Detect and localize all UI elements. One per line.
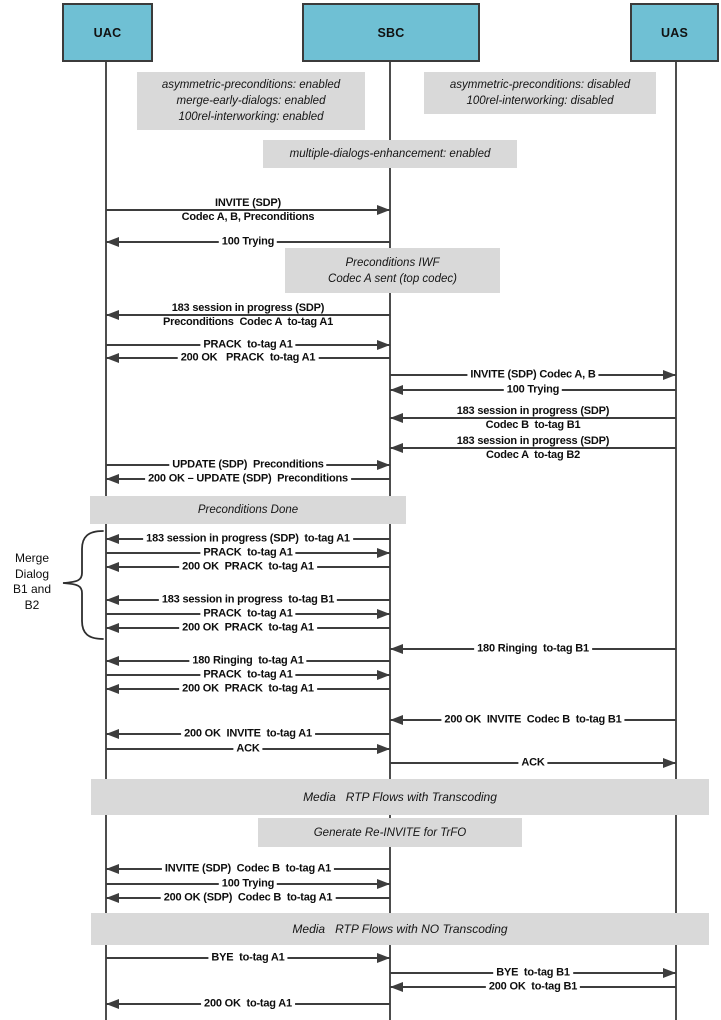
- note-line: Preconditions Done: [197, 504, 299, 516]
- message-label: [163, 301, 333, 329]
- message-label: 200 OK (SDP) Codec B to-tag A1: [161, 892, 336, 905]
- message-label: BYE to-tag B1: [493, 967, 573, 980]
- arrowhead-icon: [377, 879, 390, 889]
- annotation-line: Merge: [14, 551, 49, 565]
- message-label: ACK: [233, 743, 262, 756]
- arrowhead-icon: [663, 370, 676, 380]
- actor-label-sbc: SBC: [377, 25, 405, 40]
- message-label: 100 Trying: [219, 236, 277, 249]
- arrowhead-icon: [390, 443, 403, 453]
- band-media-transcoding: [91, 779, 709, 815]
- arrowhead-icon: [106, 656, 119, 666]
- arrowhead-icon: [106, 534, 119, 544]
- config-note-line: asymmetric-preconditions: disabled: [449, 79, 631, 91]
- message-label: BYE to-tag A1: [208, 952, 287, 965]
- message-label: 100 Trying: [504, 384, 562, 397]
- message-label: 183 session in progress to-tag B1: [159, 594, 337, 607]
- band-label: Media RTP Flows with Transcoding: [303, 790, 497, 804]
- arrowhead-icon: [377, 744, 390, 754]
- message-label: PRACK to-tag A1: [200, 339, 295, 352]
- message-label: [457, 434, 610, 462]
- arrowhead-icon: [106, 999, 119, 1009]
- arrowhead-icon: [390, 413, 403, 423]
- curly-brace-icon: [58, 529, 106, 641]
- actor-box-uas: [630, 3, 719, 62]
- annotation-line: B1 and: [12, 582, 52, 596]
- actor-label-uas: UAS: [661, 25, 688, 40]
- arrowhead-icon: [106, 237, 119, 247]
- arrowhead-icon: [377, 548, 390, 558]
- message-label: [182, 196, 315, 224]
- arrowhead-icon: [106, 595, 119, 605]
- config-note-uac-sbc: [137, 72, 365, 130]
- note-generate-reinvite: [258, 818, 522, 847]
- message-label: PRACK to-tag A1: [200, 547, 295, 560]
- arrowhead-icon: [377, 609, 390, 619]
- message-label: 200 OK PRACK to-tag A1: [179, 683, 317, 696]
- config-note-line: merge-early-dialogs: enabled: [176, 95, 326, 107]
- config-note-line: 100rel-interworking: disabled: [466, 95, 614, 107]
- note-line: Codec A sent (top codec): [328, 272, 457, 285]
- annotation-line: B2: [24, 597, 40, 612]
- arrowhead-icon: [377, 953, 390, 963]
- message-label: 200 OK PRACK to-tag A1: [179, 561, 317, 574]
- message-label: 200 OK INVITE to-tag A1: [181, 728, 315, 741]
- message-label: ACK: [518, 757, 547, 770]
- arrowhead-icon: [377, 340, 390, 350]
- arrowhead-icon: [106, 353, 119, 363]
- arrowhead-icon: [106, 562, 119, 572]
- message-label: 200 OK PRACK to-tag A1: [179, 622, 317, 635]
- merge-dialog-annotation: [4, 551, 60, 613]
- message-label: UPDATE (SDP) Preconditions: [169, 459, 326, 472]
- message-label-line: 183 session in progress (SDP): [171, 302, 325, 314]
- note-line: Preconditions IWF: [345, 256, 440, 269]
- arrowhead-icon: [663, 758, 676, 768]
- message-label-line: Codec B to-tag B1: [485, 419, 581, 431]
- message-label-line: 183 session in progress (SDP): [456, 435, 610, 447]
- arrowhead-icon: [390, 982, 403, 992]
- lifeline-uas: [675, 62, 677, 1020]
- arrowhead-icon: [377, 205, 390, 215]
- arrowhead-icon: [377, 670, 390, 680]
- arrowhead-icon: [106, 623, 119, 633]
- actor-box-uac: [62, 3, 153, 62]
- actor-box-sbc: [302, 3, 480, 62]
- arrowhead-icon: [106, 729, 119, 739]
- arrowhead-icon: [390, 644, 403, 654]
- message-label: 200 OK INVITE Codec B to-tag B1: [441, 714, 624, 727]
- arrowhead-icon: [663, 968, 676, 978]
- config-note-line: multiple-dialogs-enhancement: enabled: [289, 148, 491, 160]
- band-label: Media RTP Flows with NO Transcoding: [292, 922, 508, 936]
- arrowhead-icon: [106, 310, 119, 320]
- arrowhead-icon: [106, 684, 119, 694]
- config-note-sbc: [263, 140, 517, 168]
- annotation-line: Dialog: [14, 566, 50, 581]
- message-label-line: INVITE (SDP): [214, 197, 282, 209]
- arrowhead-icon: [106, 864, 119, 874]
- message-label: 180 Ringing to-tag A1: [189, 655, 306, 668]
- message-label: PRACK to-tag A1: [200, 669, 295, 682]
- message-label-line: 183 session in progress (SDP): [456, 405, 610, 417]
- message-label: INVITE (SDP) Codec B to-tag A1: [162, 863, 334, 876]
- message-label: 183 session in progress (SDP) to-tag A1: [143, 533, 353, 546]
- note-line: Generate Re-INVITE for TrFO: [313, 826, 467, 839]
- message-label: PRACK to-tag A1: [200, 608, 295, 621]
- message-label: 200 OK – UPDATE (SDP) Preconditions: [145, 473, 351, 486]
- config-note-line: asymmetric-preconditions: enabled: [161, 79, 341, 91]
- arrowhead-icon: [106, 474, 119, 484]
- message-label: INVITE (SDP) Codec A, B: [467, 369, 598, 382]
- message-label: 200 OK to-tag B1: [486, 981, 580, 994]
- message-label: [457, 404, 610, 432]
- message-label-line: Preconditions Codec A to-tag A1: [162, 316, 334, 328]
- band-media-no-transcoding: [91, 913, 709, 945]
- message-label: 100 Trying: [219, 878, 277, 891]
- message-label: 180 Ringing to-tag B1: [474, 643, 592, 656]
- config-note-line: 100rel-interworking: enabled: [178, 111, 324, 123]
- arrowhead-icon: [106, 893, 119, 903]
- note-preconditions-done: [90, 496, 406, 524]
- message-label-line: Codec A, B, Preconditions: [181, 211, 315, 223]
- message-label: 200 OK PRACK to-tag A1: [178, 352, 319, 365]
- config-note-sbc-uas: [424, 72, 656, 114]
- arrowhead-icon: [390, 715, 403, 725]
- arrowhead-icon: [377, 460, 390, 470]
- message-label: 200 OK to-tag A1: [201, 998, 295, 1011]
- note-preconditions-iwf: [285, 248, 500, 293]
- message-label-line: Codec A to-tag B2: [486, 449, 580, 461]
- arrowhead-icon: [390, 385, 403, 395]
- actor-label-uac: UAC: [93, 25, 122, 40]
